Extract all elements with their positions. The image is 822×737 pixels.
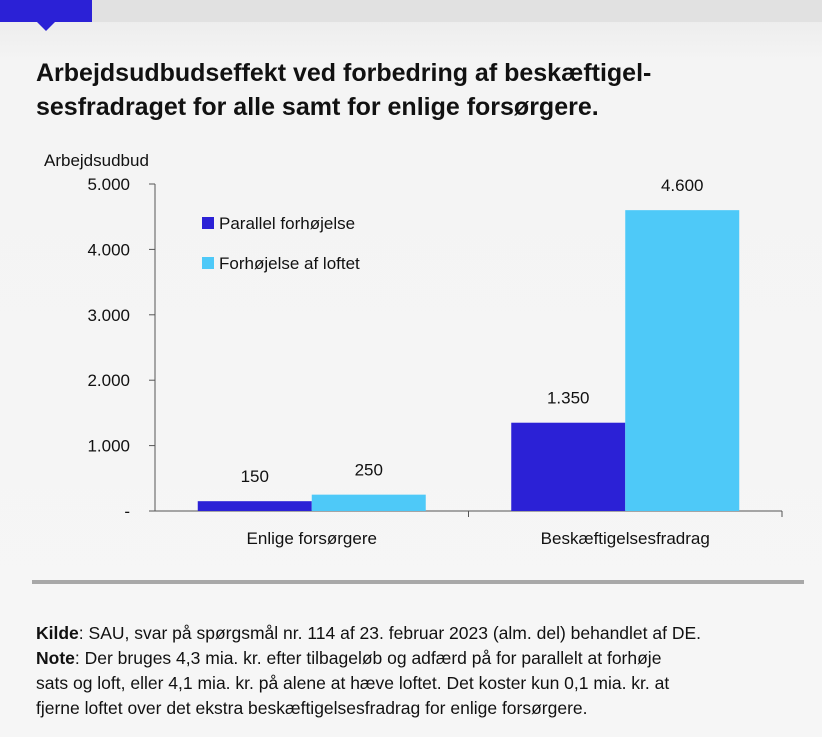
chart-title-line-2: sesfradraget for alle samt for enlige forsørgere. [36, 93, 599, 121]
bar [312, 495, 426, 511]
x-category-label: Enlige forsørgere [246, 529, 377, 548]
legend-swatch [202, 217, 214, 229]
x-category-label: Beskæftigelsesfradrag [540, 529, 710, 548]
y-tick-label: 1.000 [87, 436, 130, 456]
bar [511, 423, 625, 511]
note-line-2: sats og loft, eller 4,1 mia. kr. på alene at hæve loftet. Det koster kun 0,1 mia. kr. at [36, 673, 670, 693]
note-line-1 [36, 646, 806, 671]
source-text: : SAU, svar på spørgsmål nr. 114 af 23. februar 2023 (alm. del) behandlet af DE. [78, 623, 702, 643]
brand-tab [0, 0, 92, 22]
divider [32, 580, 804, 584]
y-tick-label: - [124, 502, 130, 521]
note-line-3: fjerne loftet over det ekstra beskæftigelsesfradrag for enlige forsørgere. [36, 698, 588, 718]
y-tick-label: 4.000 [87, 240, 130, 260]
bar [625, 210, 739, 511]
data-label: 250 [354, 460, 383, 480]
data-label: 150 [240, 467, 269, 487]
y-tick-label: 3.000 [87, 305, 130, 325]
y-tick-label: 2.000 [87, 371, 130, 391]
data-label: 4.600 [660, 176, 704, 196]
data-label: 1.350 [546, 388, 590, 408]
bar [198, 501, 312, 511]
legend-label: Forhøjelse af loftet [219, 254, 360, 273]
y-axis-label: Arbejdsudbud [44, 151, 149, 170]
source-line [36, 621, 806, 646]
notes [36, 621, 806, 721]
header-strip [0, 0, 822, 22]
source-label: Kilde [36, 623, 79, 643]
brand-notch-icon [37, 22, 55, 31]
y-tick-label: 5.000 [87, 175, 130, 194]
chart-title [36, 56, 796, 124]
note-label: Note [36, 648, 75, 668]
chart-title-line-1: Arbejdsudbudseffekt ved forbedring af beskæftigel- [36, 59, 652, 87]
legend-label: Parallel forhøjelse [219, 214, 356, 233]
legend-swatch [202, 257, 214, 269]
note-text-1: : Der bruges 4,3 mia. kr. efter tilbageløb og adfærd på for parallelt at forhøje [74, 648, 662, 668]
bar-chart [0, 140, 822, 560]
